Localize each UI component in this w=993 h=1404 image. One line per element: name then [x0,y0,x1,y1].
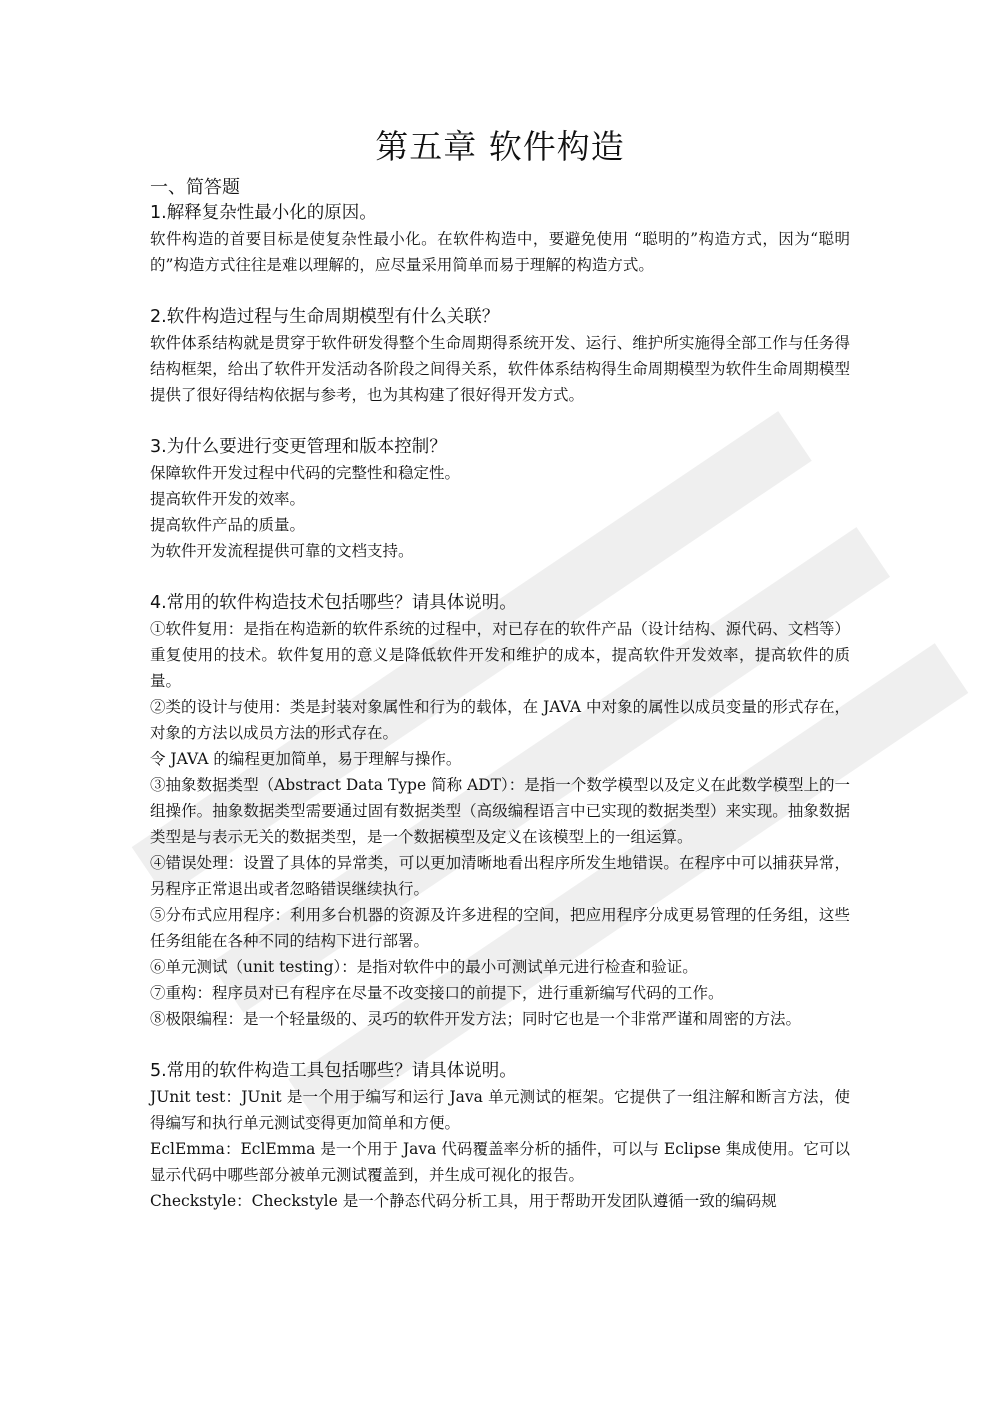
answer-4-1: ①软件复用：是指在构造新的软件系统的过程中，对已存在的软件产品（设计结构、源代码、文档等）重复使用的技术。软件复用的意义是降低软件开发和维护的成本，提高软件开发效率，提高软件的质量。 [150,620,850,690]
question-block-5 [150,1058,850,1214]
answer-4-2: ②类的设计与使用：类是封装对象属性和行为的载体，在 JAVA 中对象的属性以成员变量的形式存在，对象的方法以成员方法的形式存在。 [150,698,850,742]
answer-4-7: ⑥单元测试（unit testing）：是指对软件中的最小可测试单元进行检查和验证。 [150,958,698,976]
page-title: 第五章 软件构造 [375,127,625,166]
answer-3-3: 提高软件产品的质量。 [150,516,306,534]
question-block-3 [150,434,850,564]
answer-3-2: 提高软件开发的效率。 [150,490,306,508]
answer-4-9: ⑧极限编程：是一个轻量级的、灵巧的软件开发方法；同时它也是一个非常严谨和周密的方法。 [150,1010,802,1028]
answer-3-1: 保障软件开发过程中代码的完整性和稳定性。 [150,464,461,482]
question-3: 3.为什么要进行变更管理和版本控制？ [150,437,447,457]
answer-3-4: 为软件开发流程提供可靠的文档支持。 [150,542,414,560]
answer-4-4: ③抽象数据类型（Abstract Data Type 简称 ADT）：是指一个数学模型以及定义在此数学模型上的一组操作。抽象数据类型需要通过固有数据类型（高级编程语言中已实现的数据类型）来实现。抽象数据类型是与表示无关的数据类型，是一个数据模型及定义在该模型上的一组运算。 [150,776,850,846]
answer-4-3: 令 JAVA 的编程更加简单，易于理解与操作。 [150,750,462,768]
question-2: 2.软件构造过程与生命周期模型有什么关联？ [150,307,500,327]
question-block-2 [150,304,850,408]
question-4: 4.常用的软件构造技术包括哪些？请具体说明。 [150,593,517,613]
answer-1-1: 软件构造的首要目标是使复杂性最小化。在软件构造中，要避免使用 “聪明的”构造方式，因为“聪明的”构造方式往往是难以理解的，应尽量采用简单而易于理解的构造方式。 [150,230,850,274]
question-block-4 [150,590,850,1032]
question-1: 1.解释复杂性最小化的原因。 [150,203,377,223]
answer-4-8: ⑦重构：程序员对已有程序在尽量不改变接口的前提下，进行重新编写代码的工作。 [150,984,724,1002]
answer-5-3: Checkstyle：Checkstyle 是一个静态代码分析工具，用于帮助开发团队遵循一致的编码规 [150,1192,777,1210]
answer-2-1: 软件体系结构就是贯穿于软件研发得整个生命周期得系统开发、运行、维护所实施得全部工作与任务得结构框架，给出了软件开发活动各阶段之间得关系，软件体系结构得生命周期模型为软件生命周期模型提供了很好得结构依据与参考，也为其构建了很好得开发方式。 [150,334,850,404]
answer-5-2: EclEmma：EclEmma 是一个用于 Java 代码覆盖率分析的插件，可以与 Eclipse 集成使用。它可以显示代码中哪些部分被单元测试覆盖到，并生成可视化的报告。 [150,1140,850,1184]
answer-5-1: JUnit test：JUnit 是一个用于编写和运行 Java 单元测试的框架。它提供了一组注解和断言方法，使得编写和执行单元测试变得更加简单和方便。 [150,1088,850,1132]
document-page [150,118,850,1240]
question-block-1 [150,200,850,278]
question-5: 5.常用的软件构造工具包括哪些？请具体说明。 [150,1061,517,1081]
section-heading: 一、简答题 [150,177,240,198]
answer-4-6: ⑤分布式应用程序：利用多台机器的资源及许多进程的空间，把应用程序分成更易管理的任务组，这些任务组能在各种不同的结构下进行部署。 [150,906,850,950]
answer-4-5: ④错误处理：设置了具体的异常类，可以更加清晰地看出程序所发生地错误。在程序中可以捕获异常，另程序正常退出或者忽略错误继续执行。 [150,854,850,898]
